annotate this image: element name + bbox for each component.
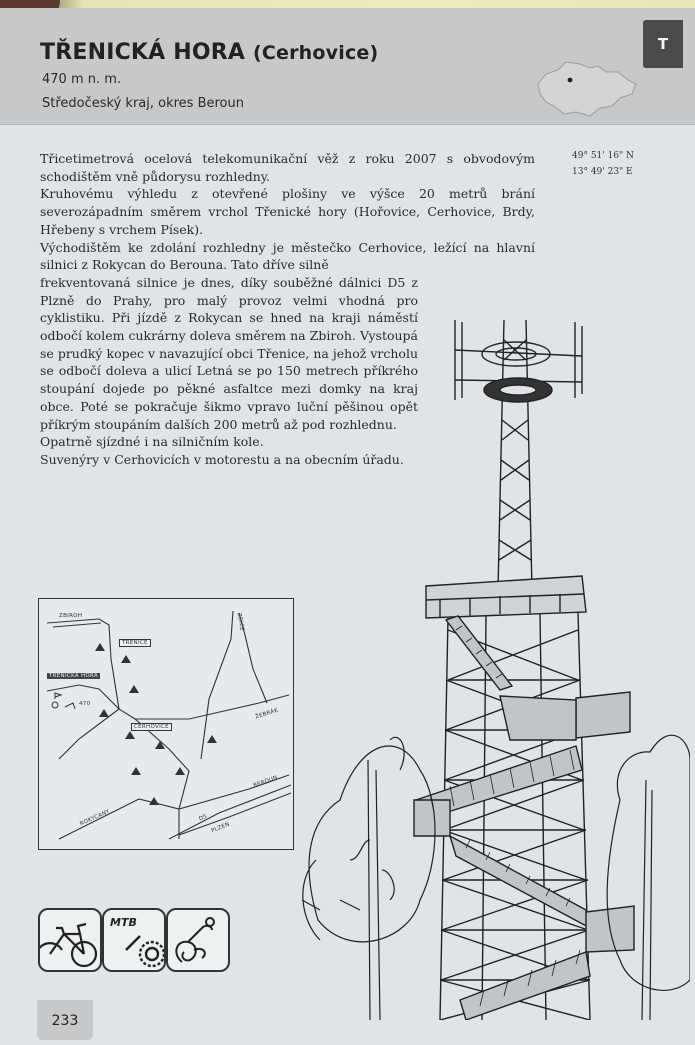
map-label-d5: D5 [198, 813, 209, 823]
road-bike-icon [38, 908, 102, 972]
chapter-tab: T [643, 20, 683, 68]
page-title [40, 40, 378, 65]
map-label-elevation: 470 [79, 701, 91, 707]
mtb-icon [102, 908, 166, 972]
paragraph-3b: frekventovaná silnice je dnes, díky souběžné dálnici D5 z Plzně do Prahy, pro malý provoz velmi vhodná pro cyklistiku. Při jízdě z Rokycan se hned na kraji náměstí odbočí kolem cukrárny doleva směrem na Zbiroh. Vystoupá se prudký kopec v navazující obci Třenice, na jehož vrcholu se odbočí doleva a ulicí Letná se po 150 metrech příkrého stoupání dojede po pěkné asfaltce mezi domky na kraj obce. Poté se pokračuje šikmo vpravo luční pěšinou opět příkrým stoupáním dalších 200 metrů až pod rozhlednu. [40, 274, 418, 432]
title-sub: (Cerhovice) [253, 42, 379, 64]
mtb-label: MTB [110, 916, 137, 929]
paragraph-3a: Východištěm ke zdolání rozhledny je městečko Cerhovice, ležící na hlavní silnici z Rokycan do Berouna. Tato dříve silně [40, 239, 535, 273]
region-text: Středočeský kraj, okres Beroun [42, 96, 244, 111]
page-top-edge [0, 0, 695, 8]
latitude: 49° 51' 16" N [572, 151, 634, 161]
climb-route-icon [166, 908, 230, 972]
map-label-beroun: BEROUN [252, 774, 279, 790]
longitude: 13° 49' 23" E [572, 167, 633, 177]
map-label-zdice: ZDICE [235, 612, 245, 632]
map-label-trenice: TŘENICE [119, 639, 151, 647]
map-label-zebrak: ŽEBRÁK [254, 707, 280, 721]
map-label-rokycany: ROKYCANY [79, 808, 111, 828]
paragraph-5: Suvenýry v Cerhovicích v motorestu a na obecním úřadu. [40, 451, 404, 467]
paragraph-4: Opatrně sjízdné i na silničním kole. [40, 434, 264, 450]
page-header [0, 8, 695, 125]
map-label-plzen: PLZEŇ [210, 821, 231, 835]
map-label-zbiroh: ZBIROH [59, 613, 83, 619]
elevation-text: 470 m n. m. [42, 72, 122, 87]
page-number: 233 [37, 1000, 93, 1040]
gps-coordinates [572, 148, 634, 180]
map-label-tower: TŘENICKÁ HORA [49, 673, 98, 679]
paragraph-2: Kruhovému výhledu z otevřené plošiny ve výšce 20 metrů brání severozápadním směrem vrchol Třenické hory (Hořovice, Cerhovice, Brdy, Hřebeny s vrchem Písek). [40, 186, 535, 237]
paragraph-1: Třicetimetrová ocelová telekomunikační věž z roku 2007 s obvodovým schodištěm vně půdorysu rozhledny. [40, 151, 535, 184]
czech-map-icon [532, 54, 642, 124]
map-label-cerhovice: CERHOVICE [131, 723, 172, 731]
title-main: TŘENICKÁ HORA [40, 40, 246, 65]
map-tree [95, 643, 105, 651]
location-marker [568, 78, 573, 83]
tower-illustration [290, 300, 690, 1020]
route-sketch-map [38, 598, 294, 850]
